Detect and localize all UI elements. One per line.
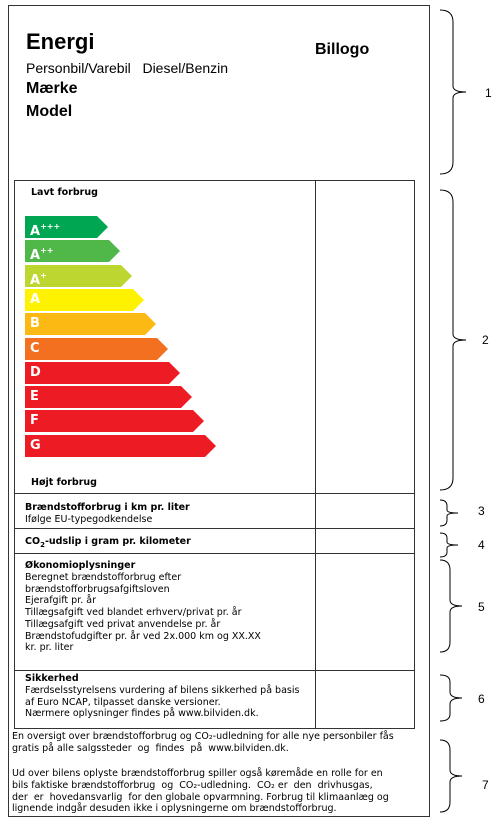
- rating-class-label: G: [30, 437, 41, 453]
- vehicle-type-subtitle: Personbil/Varebil Diesel/Benzin: [26, 60, 229, 76]
- brand-label: Mærke: [26, 80, 78, 97]
- rating-class-label: F: [30, 413, 39, 429]
- co2-heading: $CO_2$-udslip i gram pr. kilometer: [25, 536, 191, 549]
- low-consumption-label: Lavt forbrug: [31, 187, 98, 198]
- bracket-1: [440, 10, 466, 174]
- bracket-2: [440, 190, 466, 490]
- rating-class-label: C: [30, 340, 40, 356]
- high-consumption-label: Højt forbrug: [31, 477, 97, 488]
- bracket-7: [440, 740, 462, 812]
- economy-heading: Økonomioplysninger: [25, 560, 136, 571]
- fuel-consumption-heading: Brændstofforbrug i km pr. liter: [25, 502, 190, 513]
- callout-4: 4: [478, 538, 485, 552]
- rating-class-label: B: [30, 316, 40, 332]
- rating-class-label: A+++: [30, 222, 61, 239]
- car-logo: Billogo: [315, 41, 370, 58]
- bracket-5: [440, 560, 462, 652]
- callout-3: 3: [478, 504, 485, 518]
- safety-text: Færdselsstyrelsens vurdering af bilens sikkerhed på basis af Euro NCAP, tilpasset danske versioner. Nærmere oplysninger findes på www.bilviden.dk.: [25, 685, 300, 720]
- bracket-6: [440, 675, 462, 721]
- rating-class-label: A++: [30, 246, 54, 264]
- callout-6: 6: [478, 692, 485, 706]
- overview-note: En oversigt over brændstofforbrug og CO₂-udledning for alle nye personbiler fås gratis på alle salgssteder og findes på www.bilviden.dk.: [12, 731, 394, 754]
- callout-5: 5: [478, 600, 485, 614]
- label-title: Energi: [26, 29, 95, 54]
- model-label: Model: [26, 103, 73, 120]
- callout-1: 1: [485, 86, 492, 100]
- safety-heading: Sikkerhed: [25, 673, 79, 684]
- callout-7: 7: [482, 778, 489, 792]
- rating-class-label: D: [30, 364, 41, 380]
- driving-note: Ud over bilens oplyste brændstofforbrug spiller også køremåde en rolle for en bils faktiske brændstofforbrug og CO₂-udledning. CO₂ er den drivhusgas, der er hovedansvarlig for den globale opvarmning. Forbrug til klimaanlæg og lignende indgår desuden ikke i oplysningerne om brændstofforbrug.: [12, 768, 389, 815]
- rating-class-label: E: [30, 389, 39, 405]
- bracket-3: [440, 500, 458, 526]
- callout-2: 2: [482, 333, 489, 347]
- rating-class-label: A+: [30, 270, 47, 288]
- bracket-4: [440, 533, 458, 557]
- fuel-consumption-text: Ifølge EU-typegodkendelse: [25, 514, 153, 525]
- economy-text: Beregnet brændstofforbrug efter brændstofforbrugsafgiftsloven Ejerafgift pr. år Tillægsafgift ved blandet erhverv/privat pr. år Tillægsafgift ved privat anvendelse pr. år Brændstofudgifter pr. år ved 2x.000 km og XX.XX kr. pr. liter: [25, 572, 261, 654]
- rating-class-label: A: [30, 291, 41, 307]
